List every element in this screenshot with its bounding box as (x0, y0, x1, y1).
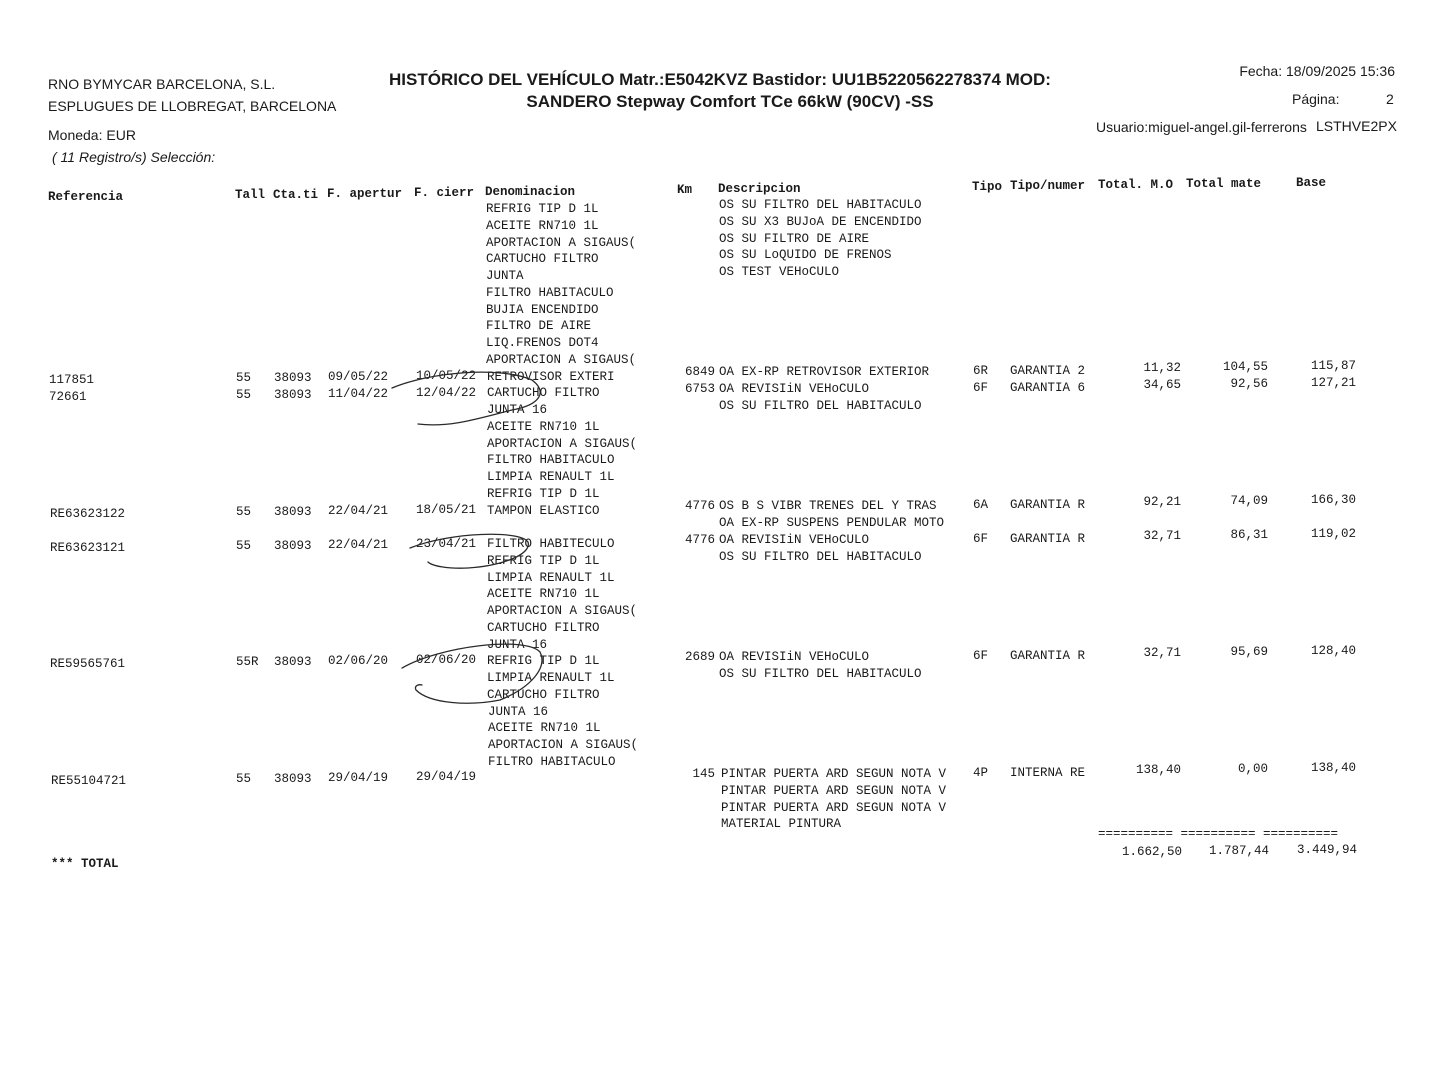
record-description: OA EX-RP RETROVISOR EXTERIOR (719, 365, 930, 379)
total-mate: 1.787,44 (1208, 844, 1269, 858)
record-km: 4776 (684, 499, 715, 513)
record-description: OA REVISIiN VEHoCULO (719, 533, 870, 547)
col-tipo-numer: Tipo/numer (1010, 179, 1086, 193)
record-base: 127,21 (1310, 376, 1356, 390)
denominacion-item: REFRIG TIP D 1L (487, 486, 600, 501)
denominacion-item: JUNTA 16 (488, 704, 549, 719)
denominacion-item: LIMPIA RENAULT 1L (487, 671, 615, 685)
denominacion-item: APORTACION A SIGAUS( (486, 352, 637, 367)
record-tipo-numer: GARANTIA 6 (1010, 381, 1086, 395)
record-km: 145 (692, 767, 715, 781)
user-name: Usuario:miguel-angel.gil-ferrerons (1096, 119, 1307, 135)
record-km: 6753 (684, 382, 715, 396)
record-description: OS SU FILTRO DEL HABITACULO (719, 666, 922, 681)
col-total-mate: Total mate (1186, 177, 1262, 191)
record-total-mo: 32,71 (1143, 646, 1181, 660)
record-ref: 72661 (49, 390, 87, 404)
record-total-mate: 74,09 (1230, 494, 1268, 508)
record-apertura: 09/05/22 (328, 370, 389, 384)
record-cta: 38093 (274, 772, 312, 786)
denominacion-item: JUNTA 16 (487, 403, 548, 417)
record-cierre: 12/04/22 (416, 386, 477, 400)
record-cta: 38093 (274, 655, 312, 669)
record-apertura: 02/06/20 (328, 654, 389, 668)
pen-mark-3 (402, 644, 542, 703)
top-description-item: OS SU LoQUIDO DE FRENOS (719, 248, 892, 263)
total-mo: 1.662,50 (1121, 845, 1182, 859)
record-tipo: 6R (973, 364, 989, 378)
record-cierre: 18/05/21 (416, 503, 477, 517)
record-ref: 117851 (49, 373, 95, 387)
record-total-mo: 34,65 (1143, 378, 1181, 392)
top-description-item: OS SU FILTRO DEL HABITACULO (719, 198, 922, 212)
record-description: OA EX-RP SUSPENS PENDULAR MOTO (719, 515, 945, 530)
record-description: OS SU FILTRO DEL HABITACULO (719, 549, 922, 564)
col-base: Base (1296, 176, 1327, 190)
record-km: 6849 (684, 365, 715, 379)
record-cierre: 02/06/20 (416, 653, 477, 667)
currency-label: Moneda: EUR (48, 127, 136, 143)
denominacion-item: TAMPON ELASTICO (487, 503, 600, 518)
record-description: PINTAR PUERTA ARD SEGUN NOTA V (721, 783, 947, 798)
col-km: Km (677, 183, 693, 197)
record-base: 115,87 (1310, 359, 1356, 373)
record-cta: 38093 (274, 371, 312, 385)
record-base: 138,40 (1310, 761, 1356, 775)
record-cierre: 23/04/21 (416, 537, 477, 551)
col-descripcion: Descripcion (718, 182, 801, 196)
col-referencia: Referencia (48, 190, 124, 204)
record-apertura: 22/04/21 (328, 538, 389, 552)
denominacion-item: JUNTA (486, 269, 524, 283)
denominacion-item: CARTUCHO FILTRO (487, 386, 600, 401)
record-ref: RE55104721 (51, 774, 127, 788)
denominacion-item: APORTACION A SIGAUS( (487, 436, 638, 451)
denominacion-item: FILTRO HABITACULO (488, 754, 616, 769)
record-ref: RE63623121 (50, 541, 126, 555)
record-tipo: 6A (973, 498, 989, 512)
record-total-mo: 92,21 (1143, 495, 1181, 509)
denominacion-item: APORTACION A SIGAUS( (488, 738, 639, 752)
denominacion-item: APORTACION A SIGAUS( (486, 235, 637, 250)
record-tipo: 4P (973, 766, 989, 780)
pen-mark-1 (392, 372, 540, 425)
total-label: *** TOTAL (51, 857, 119, 871)
col-apertura: F. apertur (327, 187, 403, 201)
record-tipo: 6F (973, 649, 989, 663)
top-description-item: OS TEST VEHoCULO (719, 265, 840, 280)
totals-separator: ========== ========== ========== (1098, 827, 1339, 841)
col-cierre: F. cierr (414, 186, 475, 200)
denominacion-item: CARTUCHO FILTRO (487, 620, 600, 635)
record-cta: 38093 (274, 539, 312, 553)
record-description: OS SU FILTRO DEL HABITACULO (719, 398, 922, 413)
report-title-line1: HISTÓRICO DEL VEHÍCULO Matr.:E5042KVZ Bastidor: UU1B5220562278374 MOD: (389, 70, 1051, 89)
record-cierre: 29/04/19 (416, 770, 477, 784)
record-tall: 55 (236, 505, 252, 519)
col-total-mo: Total. M.O (1098, 178, 1174, 192)
report-title-line2: SANDERO Stepway Comfort TCe 66kW (90CV) -SS (526, 92, 934, 111)
top-description-item: OS SU X3 BUJoA DE ENCENDIDO (719, 214, 922, 229)
record-description: OS B S VIBR TRENES DEL Y TRAS (719, 499, 937, 513)
denominacion-item: REFRIG TIP D 1L (486, 202, 599, 216)
denominacion-item: LIMPIA RENAULT 1L (487, 570, 615, 585)
col-cta: Cta.ti (273, 188, 319, 202)
records-selection: ( 11 Registro/s) Selección: (52, 149, 216, 165)
record-tipo-numer: INTERNA RE (1010, 766, 1086, 780)
record-total-mo: 11,32 (1143, 361, 1181, 375)
pen-mark-2 (410, 534, 528, 568)
denominacion-item: ACEITE RN710 1L (488, 721, 601, 736)
report-code: LSTHVE2PX (1316, 118, 1397, 134)
denominacion-item: LIMPIA RENAULT 1L (487, 470, 615, 484)
record-tipo-numer: GARANTIA 2 (1010, 364, 1086, 378)
record-base: 119,02 (1310, 527, 1356, 541)
page-label: Página: (1292, 91, 1340, 107)
denominacion-item: FILTRO HABITECULO (487, 537, 615, 551)
record-tall: 55 (236, 772, 252, 786)
record-tall: 55R (236, 655, 259, 669)
record-tipo: 6F (973, 381, 989, 395)
record-tall: 55 (236, 371, 252, 385)
record-cta: 38093 (274, 388, 312, 402)
record-description: OA REVISIiN VEHoCULO (719, 382, 870, 396)
denominacion-item: JUNTA 16 (487, 637, 548, 652)
record-total-mate: 86,31 (1230, 528, 1268, 542)
denominacion-item: REFRIG TIP D 1L (487, 553, 600, 568)
denominacion-item: CARTUCHO FILTRO (486, 252, 599, 267)
report-date: Fecha: 18/09/2025 15:36 (1239, 63, 1395, 79)
record-km: 4776 (684, 533, 715, 547)
col-tipo: Tipo (972, 180, 1003, 194)
record-description: MATERIAL PINTURA (721, 817, 842, 832)
record-cta: 38093 (274, 505, 312, 519)
record-description: PINTAR PUERTA ARD SEGUN NOTA V (721, 767, 947, 781)
record-tall: 55 (236, 539, 252, 553)
col-tall: Tall (235, 188, 266, 202)
record-base: 128,40 (1310, 644, 1356, 658)
record-total-mo: 32,71 (1143, 529, 1181, 543)
denominacion-item: ACEITE RN710 1L (486, 218, 599, 233)
denominacion-item: APORTACION A SIGAUS( (487, 604, 638, 618)
company-name: RNO BYMYCAR BARCELONA, S.L. (48, 76, 276, 92)
col-denominacion: Denominacion (485, 185, 576, 199)
record-tipo-numer: GARANTIA R (1010, 498, 1086, 512)
record-apertura: 22/04/21 (328, 504, 389, 518)
record-tipo-numer: GARANTIA R (1010, 649, 1086, 663)
record-total-mo: 138,40 (1135, 763, 1181, 777)
denominacion-item: FILTRO DE AIRE (486, 319, 592, 334)
denominacion-item: BUJIA ENCENDIDO (486, 302, 599, 317)
record-description: PINTAR PUERTA ARD SEGUN NOTA V (721, 800, 947, 815)
denominacion-item: ACEITE RN710 1L (487, 419, 600, 434)
record-ref: RE59565761 (50, 657, 126, 671)
record-cierre: 10/05/22 (416, 369, 477, 383)
record-apertura: 29/04/19 (328, 771, 389, 785)
denominacion-item: ACEITE RN710 1L (487, 587, 600, 602)
denominacion-item: LIQ.FRENOS DOT4 (486, 336, 599, 350)
denominacion-item: CARTUCHO FILTRO (487, 687, 600, 702)
record-base: 166,30 (1310, 493, 1356, 507)
denominacion-item: RETROVISOR EXTERI (487, 369, 615, 384)
record-km: 2689 (684, 650, 715, 664)
record-total-mate: 95,69 (1230, 645, 1268, 659)
top-description-item: OS SU FILTRO DE AIRE (719, 231, 870, 246)
record-tipo-numer: GARANTIA R (1010, 532, 1086, 546)
record-total-mate: 104,55 (1222, 360, 1268, 374)
record-description: OA REVISIiN VEHoCULO (719, 650, 870, 664)
record-apertura: 11/04/22 (328, 387, 389, 401)
record-ref: RE63623122 (50, 507, 126, 521)
record-total-mate: 92,56 (1230, 377, 1268, 391)
record-tall: 55 (236, 388, 252, 402)
total-base: 3.449,94 (1296, 843, 1357, 857)
record-total-mate: 0,00 (1237, 762, 1268, 776)
page-number: 2 (1386, 91, 1394, 107)
company-location: ESPLUGUES DE LLOBREGAT, BARCELONA (48, 98, 337, 114)
denominacion-item: FILTRO HABITACULO (486, 285, 614, 300)
denominacion-item: REFRIG TIP D 1L (487, 654, 600, 669)
denominacion-item: FILTRO HABITACULO (487, 453, 615, 468)
record-tipo: 6F (973, 532, 989, 546)
